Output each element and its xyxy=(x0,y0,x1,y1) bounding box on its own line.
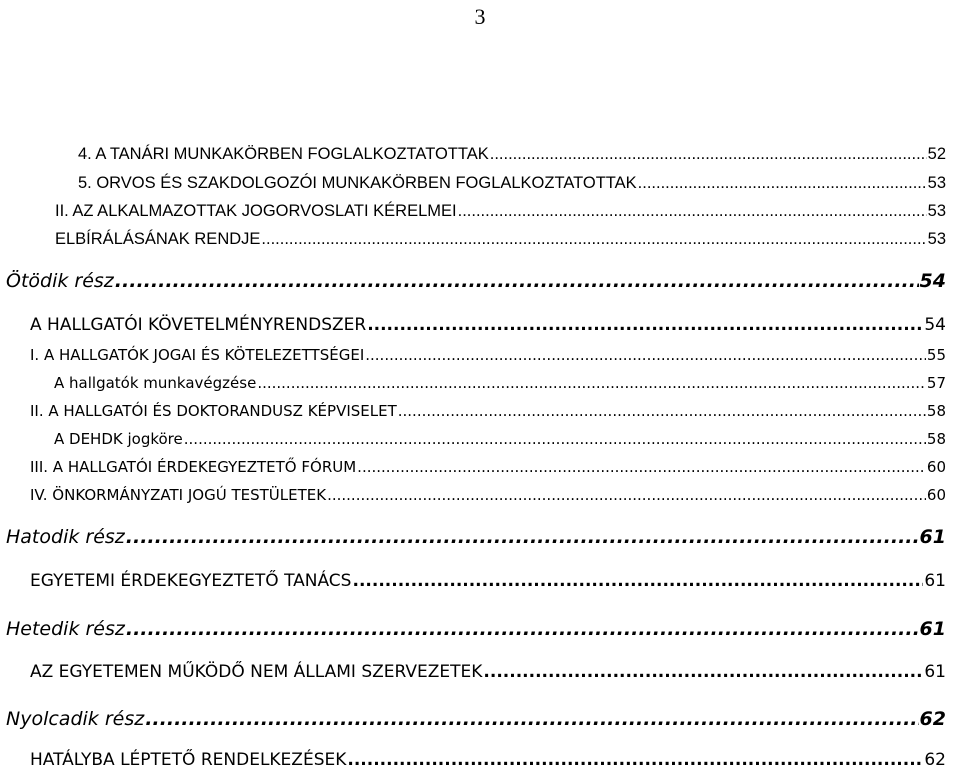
toc-entry-section[interactable] xyxy=(30,456,946,478)
toc-entry-title: ELBÍRÁLÁSÁNAK RENDJE xyxy=(55,230,261,248)
toc-entry-page: 54 xyxy=(919,270,946,292)
toc-entry-page: 57 xyxy=(926,374,946,392)
toc-entry-title: Ötödik rész xyxy=(6,270,114,292)
toc-entry-title: 5. ORVOS ÉS SZAKDOLGOZÓI MUNKAKÖRBEN FOGLALKOZTATOTTAK xyxy=(78,174,637,192)
toc-entry-title: HATÁLYBA LÉPTETŐ RENDELKEZÉSEK xyxy=(30,750,347,770)
toc-leader-dots xyxy=(357,456,926,478)
toc-entry-title: II. A HALLGATÓI ÉS DOKTORANDUSZ KÉPVISELET xyxy=(30,402,397,420)
toc-entry-title: III. A HALLGATÓI ÉRDEKEGYEZTETŐ FÓRUM xyxy=(30,458,357,476)
toc-leader-dots xyxy=(257,372,926,394)
toc-entry-title: A hallgatók munkavégzése xyxy=(54,374,257,392)
toc-entry[interactable] xyxy=(55,200,946,222)
toc-leader-dots xyxy=(352,569,923,593)
toc-entry-page: 53 xyxy=(927,202,946,220)
toc-entry-page: 55 xyxy=(926,346,946,364)
toc-entry-subsection[interactable] xyxy=(54,428,946,450)
toc-entry-page: 61 xyxy=(919,618,946,640)
toc-entry-chapter[interactable] xyxy=(30,660,946,684)
toc-entry-page: 61 xyxy=(924,662,946,682)
toc-entry[interactable] xyxy=(78,172,946,194)
toc-entry-page: 60 xyxy=(926,486,946,504)
toc-leader-dots xyxy=(398,400,926,422)
toc-entry-section[interactable] xyxy=(30,400,946,422)
toc-entry[interactable] xyxy=(55,228,946,250)
toc-entry-part[interactable] xyxy=(6,616,946,642)
toc-entry-page: 54 xyxy=(924,315,946,335)
toc-entry-section[interactable] xyxy=(30,344,946,366)
toc-entry-title: IV. ÖNKORMÁNYZATI JOGÚ TESTÜLETEK xyxy=(30,486,327,504)
toc-leader-dots xyxy=(458,200,927,222)
toc-entry-title: I. A HALLGATÓK JOGAI ÉS KÖTELEZETTSÉGEI xyxy=(30,346,365,364)
toc-entry-title: Nyolcadik rész xyxy=(6,708,145,730)
toc-entry-page: 60 xyxy=(926,458,946,476)
toc-entry-title: A HALLGATÓI KÖVETELMÉNYRENDSZER xyxy=(30,315,367,335)
toc-entry-page: 53 xyxy=(927,230,946,248)
toc-leader-dots xyxy=(638,172,927,194)
toc-entry-section[interactable] xyxy=(30,484,946,506)
page-number: 3 xyxy=(474,4,486,29)
toc-entry-page: 52 xyxy=(927,145,946,163)
toc-entry-title: Hetedik rész xyxy=(6,618,125,640)
toc-entry-chapter[interactable] xyxy=(30,313,946,337)
toc-entry-title: EGYETEMI ÉRDEKEGYEZTETŐ TANÁCS xyxy=(30,571,352,591)
toc-entry-chapter[interactable] xyxy=(30,569,946,593)
toc-entry-page: 58 xyxy=(926,430,946,448)
toc-leader-dots xyxy=(347,748,923,772)
toc-entry-title: A DEHDK jogköre xyxy=(54,430,183,448)
toc-leader-dots xyxy=(184,428,926,450)
toc-entry[interactable] xyxy=(78,143,946,165)
toc-entry-page: 62 xyxy=(919,708,946,730)
toc-entry-page: 53 xyxy=(927,174,946,192)
toc-leader-dots xyxy=(483,660,923,684)
toc-leader-dots xyxy=(126,616,919,642)
toc-leader-dots xyxy=(367,313,923,337)
toc-leader-dots xyxy=(490,143,927,165)
toc-leader-dots xyxy=(145,706,918,732)
toc-leader-dots xyxy=(126,524,919,550)
toc-entry-title: Hatodik rész xyxy=(6,526,125,548)
toc-entry-page: 61 xyxy=(924,571,946,591)
toc-entry-subsection[interactable] xyxy=(54,372,946,394)
toc-entry-title: AZ EGYETEMEN MŰKÖDŐ NEM ÁLLAMI SZERVEZETEK xyxy=(30,662,483,682)
toc-leader-dots xyxy=(327,484,926,506)
toc-entry-page: 58 xyxy=(926,402,946,420)
toc-entry-part[interactable] xyxy=(6,524,946,550)
toc-leader-dots xyxy=(115,268,919,294)
toc-entry-title: II. AZ ALKALMAZOTTAK JOGORVOSLATI KÉRELMEI xyxy=(55,202,457,220)
toc-leader-dots xyxy=(261,228,926,250)
toc-leader-dots xyxy=(365,344,926,366)
toc-entry-part[interactable] xyxy=(6,268,946,294)
toc-entry-title: 4. A TANÁRI MUNKAKÖRBEN FOGLALKOZTATOTTAK xyxy=(78,145,489,163)
toc-entry-page: 62 xyxy=(924,750,946,770)
toc-entry-part[interactable] xyxy=(6,706,946,732)
toc-entry-page: 61 xyxy=(919,526,946,548)
toc-entry-chapter[interactable] xyxy=(30,748,946,772)
